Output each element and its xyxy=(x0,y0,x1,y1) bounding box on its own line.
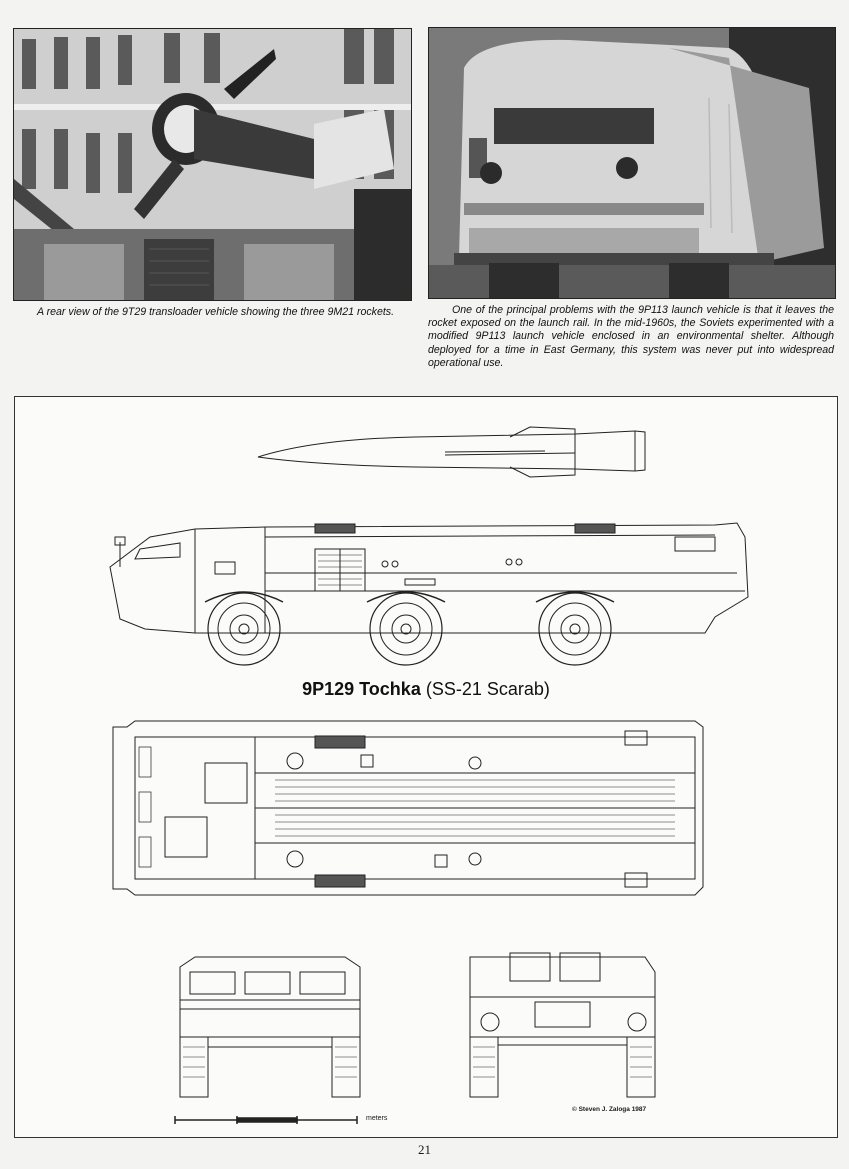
scale-unit-label: meters xyxy=(366,1115,388,1122)
side-view-wheels xyxy=(208,593,611,665)
tochka-line-drawings xyxy=(15,397,837,1137)
technical-drawing-plate xyxy=(14,396,838,1138)
rear-view-drawing xyxy=(470,953,655,1097)
vehicle-title xyxy=(15,679,837,700)
artist-credit: © Steven J. Zaloga 1987 xyxy=(572,1106,647,1113)
caption-right-photo: One of the principal problems with the 9P113 launch vehicle is that it leaves the rocket exposed on the launch rail. In the mid-1960s, the Soviets experimented with a modified 9P113 launch vehicle enclosed in an environmental shelter. Although deployed for a time in East Germany, this system was never put into widespread operational use. xyxy=(428,304,834,369)
side-view-drawing xyxy=(110,523,748,665)
vehicle-title-bold: 9P129 Tochka xyxy=(302,679,421,699)
front-view-drawing xyxy=(180,957,360,1097)
missile-drawing xyxy=(258,427,645,477)
page-number: 21 xyxy=(418,1142,431,1157)
caption-left-photo: A rear view of the 9T29 transloader vehicle showing the three 9M21 rockets. xyxy=(37,306,395,318)
photo-9t29-transloader xyxy=(13,28,412,301)
scale-bar xyxy=(175,1116,357,1124)
vehicle-title-rest: (SS-21 Scarab) xyxy=(420,679,550,699)
top-view-drawing xyxy=(113,721,703,895)
photo-9p113-shelter xyxy=(428,27,836,299)
photo-image-shelter-vehicle xyxy=(429,28,835,298)
photo-image-transloader xyxy=(14,29,411,300)
